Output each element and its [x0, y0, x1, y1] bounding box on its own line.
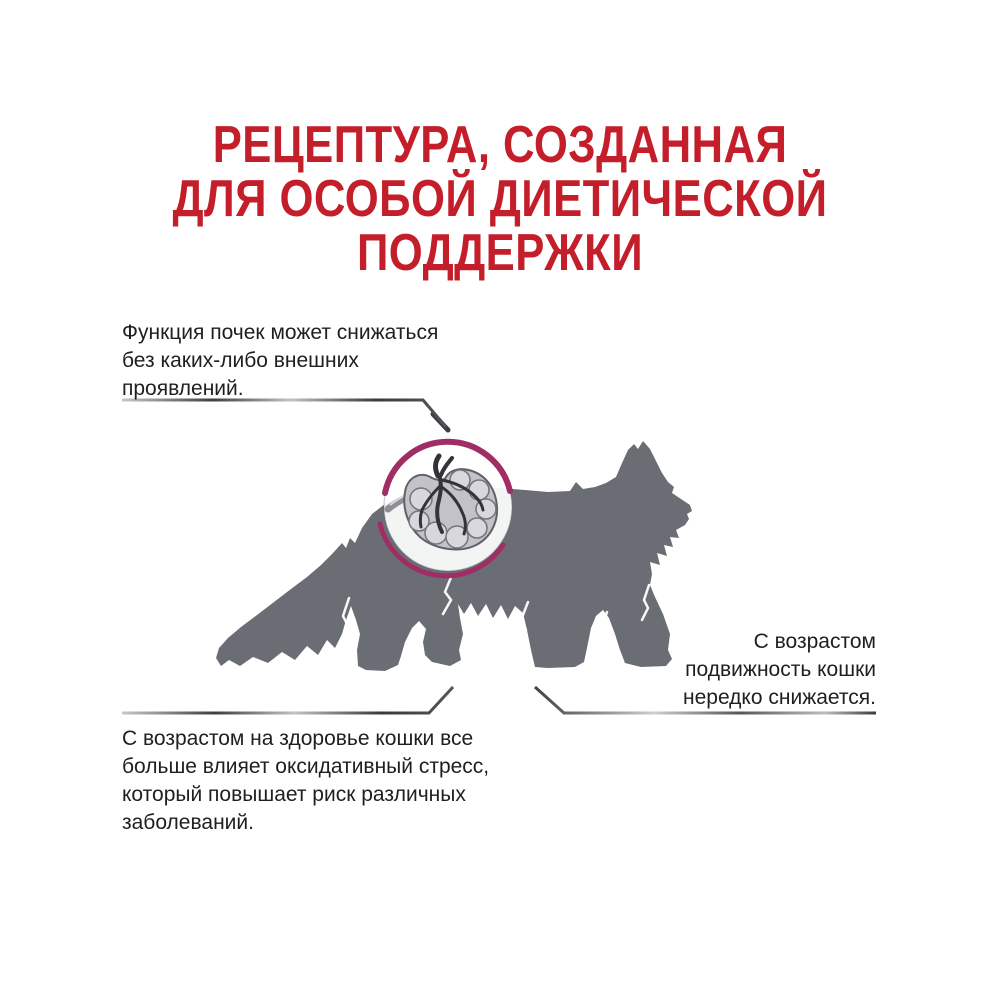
callout-oxidative-line-2: больше влияет оксидативный стресс,	[122, 755, 490, 778]
callout-kidney-line-2: без каких-либо внешних	[122, 349, 359, 372]
callout-kidney-line-1: Функция почек может снижаться	[122, 321, 439, 344]
callout-mobility-line-3: нередко снижается.	[683, 686, 876, 709]
callout-kidney-line-3: проявлений.	[122, 377, 244, 400]
callout-oxidative-line-1: С возрастом на здоровье кошки все	[122, 727, 474, 750]
callout-mobility-line-1: С возрастом	[753, 630, 876, 653]
callout-mobility	[683, 628, 876, 712]
callout-kidney-function	[122, 319, 438, 403]
callout-oxidative-stress	[122, 725, 489, 837]
page-title-line-1: РЕЦЕПТУРА, СОЗДАННАЯ	[212, 116, 788, 174]
callout-mobility-line-2: подвижность кошки	[685, 658, 876, 681]
callout-oxidative-line-4: заболеваний.	[122, 811, 254, 834]
leader-line-oxidative-callout	[122, 687, 453, 713]
callout-oxidative-line-3: который повышает риск различных	[122, 783, 466, 806]
page-title-line-2: ДЛЯ ОСОБОЙ ДИЕТИЧЕСКОЙ	[172, 170, 828, 228]
leader-line-kidney-callout	[122, 400, 446, 427]
page-title-line-3: ПОДДЕРЖКИ	[356, 224, 644, 282]
